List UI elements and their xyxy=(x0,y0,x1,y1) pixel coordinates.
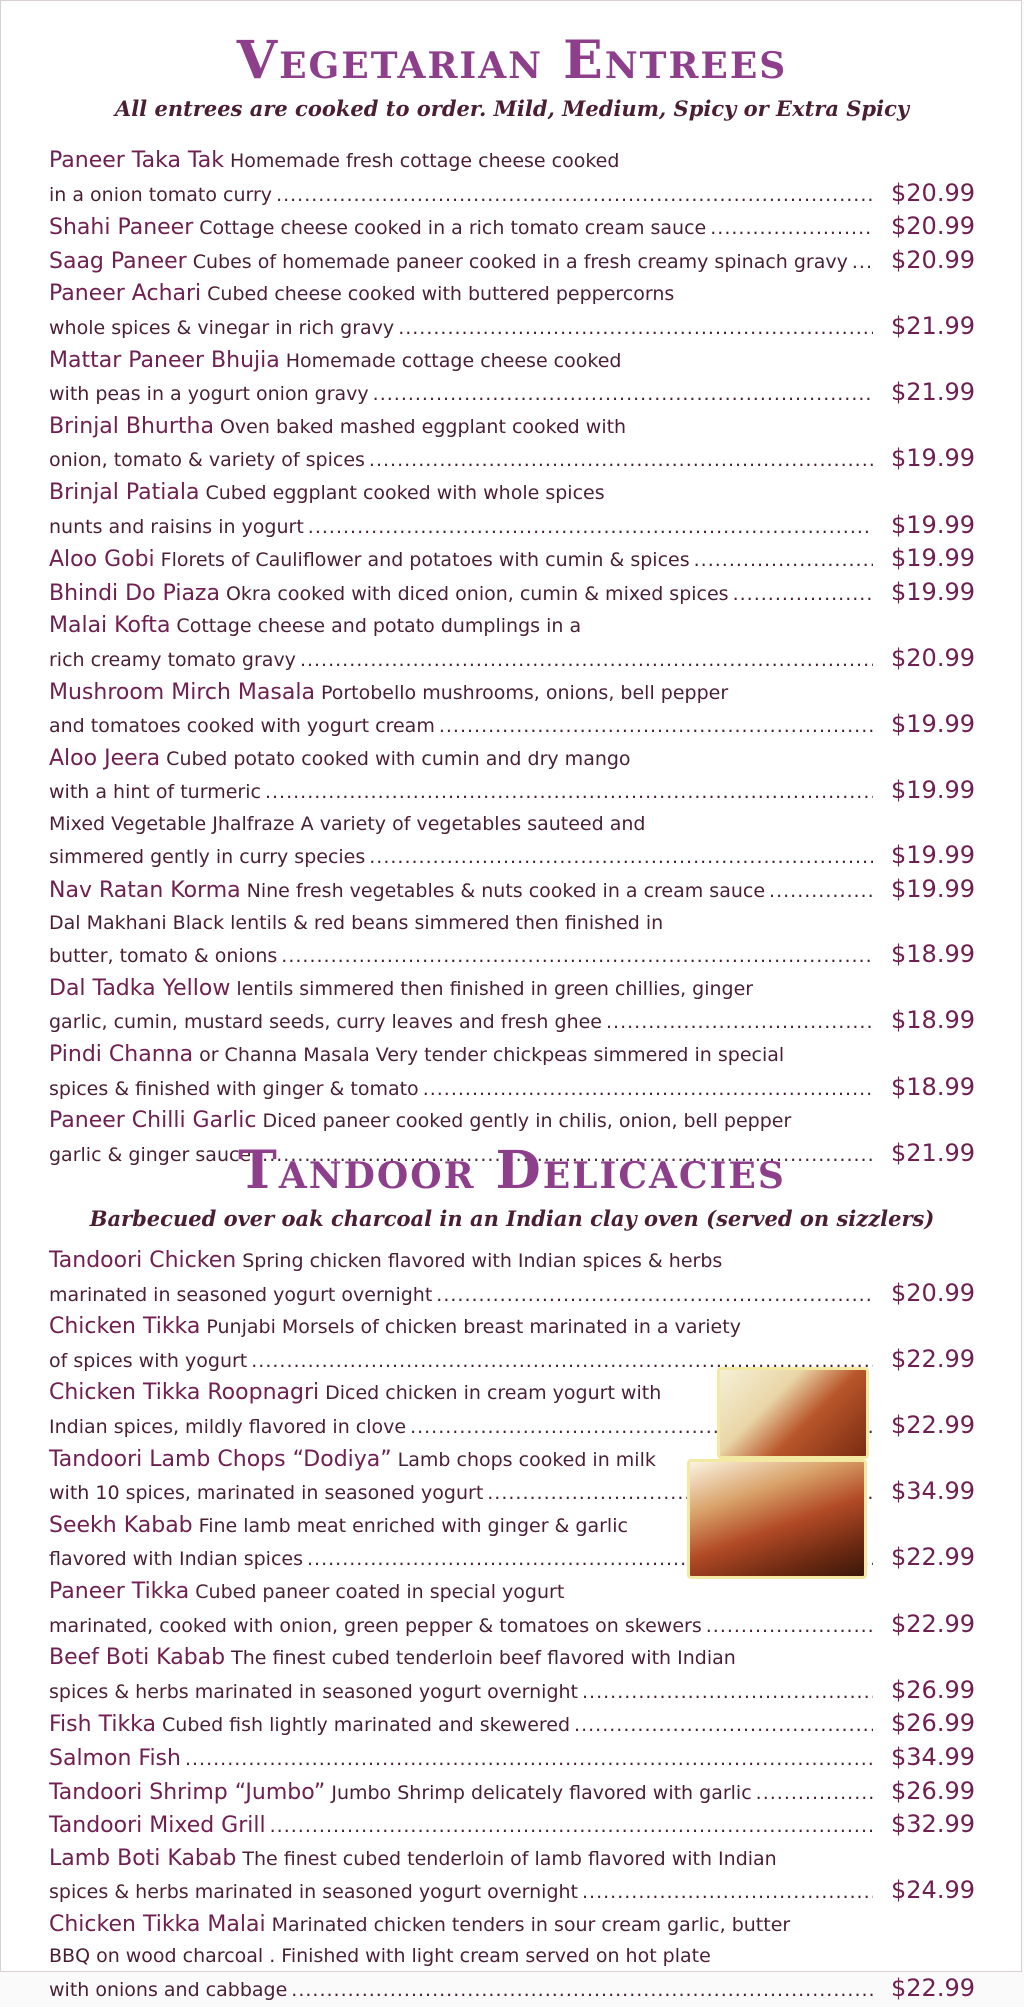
leader-dots xyxy=(582,1677,873,1709)
item-description: or Channa Masala Very tender chickpeas simmered in special xyxy=(199,1044,785,1067)
item-description: Fine lamb meat enriched with ginger & garlic xyxy=(198,1514,628,1537)
leader-dots xyxy=(756,1778,873,1810)
item-description: Mixed Vegetable Jhalfraze A variety of vegetables sauteed and xyxy=(49,812,646,835)
menu-item xyxy=(49,874,975,908)
item-price: $19.99 xyxy=(891,577,975,606)
item-name: Tandoori Lamb Chops “Dodiya” xyxy=(49,1446,392,1472)
menu-item xyxy=(49,743,975,809)
item-first-line xyxy=(49,1843,975,1876)
item-name: Seekh Kabab xyxy=(49,1512,193,1538)
leader-dots xyxy=(606,1007,873,1039)
leader-dots xyxy=(423,1074,873,1106)
item-description: Florets of Cauliflower and potatoes with cumin & spices xyxy=(160,549,690,572)
item-description-cont: nunts and raisins in yogurt xyxy=(49,515,304,538)
leader-dots xyxy=(694,545,873,577)
item-price: $18.99 xyxy=(891,1072,975,1101)
item-name: Paneer Taka Tak xyxy=(49,148,224,173)
item-price: $18.99 xyxy=(891,1006,975,1035)
leader-dots xyxy=(291,1975,873,2007)
item-description: lentils simmered then finished in green chillies, ginger xyxy=(236,977,754,1000)
item-description-cont: spices & herbs marinated in seasoned yogurt overnight xyxy=(49,1680,579,1703)
section-title: Tandoor Delicacies xyxy=(238,1140,786,1201)
menu-item xyxy=(49,411,975,477)
item-description-cont: onion, tomato & variety of spices xyxy=(49,449,365,472)
leader-dots xyxy=(300,645,873,677)
item-price: $22.99 xyxy=(891,1609,975,1638)
vegetarian-section xyxy=(1,31,1023,123)
item-last-line xyxy=(49,178,975,212)
leader-dots xyxy=(710,213,873,245)
item-name: Tandoori Mixed Grill xyxy=(49,1813,266,1839)
item-description: Portobello mushrooms, onions, bell pepper xyxy=(320,681,729,704)
item-last-line xyxy=(49,1072,975,1106)
leader-dots xyxy=(373,379,873,411)
item-description: Homemade fresh cottage cheese cooked xyxy=(229,150,620,172)
item-name: Chicken Tikka xyxy=(49,1314,201,1340)
leader-dots xyxy=(185,1744,873,1776)
item-description-cont: spices & herbs marinated in seasoned yogurt overnight xyxy=(49,1881,579,1904)
item-price: $18.99 xyxy=(891,940,975,969)
item-description: Cubed potato cooked with cumin and dry mango xyxy=(166,747,631,770)
item-description: Diced paneer cooked gently in chilis, onion, bell pepper xyxy=(262,1110,792,1133)
item-first-line xyxy=(49,211,975,245)
item-price: $26.99 xyxy=(891,1675,975,1704)
menu-item xyxy=(49,543,975,577)
item-last-line xyxy=(49,377,975,411)
item-description-cont: with onions and cabbage xyxy=(49,1979,288,2002)
item-description: Oven baked mashed eggplant cooked with xyxy=(219,415,627,438)
item-description-cont: marinated, cooked with onion, green pepper & tomatoes on skewers xyxy=(49,1614,702,1637)
leader-dots xyxy=(369,842,873,874)
item-first-line xyxy=(49,743,975,776)
item-first-line xyxy=(49,1708,975,1742)
item-last-line xyxy=(49,1609,975,1643)
item-price: $22.99 xyxy=(891,1543,975,1572)
item-last-line xyxy=(49,643,975,677)
item-first-line xyxy=(49,1105,975,1138)
menu-item xyxy=(49,1039,975,1105)
menu-item xyxy=(49,1742,975,1776)
item-price: $19.99 xyxy=(891,444,975,473)
vegetarian-items-list xyxy=(49,145,975,1171)
menu-item xyxy=(49,577,975,611)
item-first-line xyxy=(49,1742,975,1776)
item-first-line xyxy=(49,1576,975,1609)
item-name: Brinjal Patiala xyxy=(49,479,200,505)
leader-dots xyxy=(276,180,873,212)
item-name: Paneer Chilli Garlic xyxy=(49,1108,257,1134)
item-last-line xyxy=(49,840,975,874)
leader-dots xyxy=(852,247,873,279)
item-description-cont: spices & finished with ginger & tomato xyxy=(49,1077,419,1100)
item-price: $20.99 xyxy=(891,1278,975,1307)
item-price: $19.99 xyxy=(891,544,975,573)
item-first-line xyxy=(49,1311,975,1344)
item-description: Homemade cottage cheese cooked xyxy=(285,349,622,372)
item-price: $26.99 xyxy=(891,1709,975,1738)
leader-dots xyxy=(281,941,873,973)
menu-item xyxy=(49,1708,975,1742)
menu-item xyxy=(49,345,975,411)
leader-dots xyxy=(582,1877,873,1909)
item-description-cont: flavored with Indian spices xyxy=(49,1548,303,1571)
menu-item xyxy=(49,1909,975,2007)
item-description: Nine fresh vegetables & nuts cooked in a cream sauce xyxy=(246,880,766,903)
leader-dots xyxy=(439,711,873,743)
item-description: Okra cooked with diced onion, cumin & mixed spices xyxy=(225,582,729,605)
item-name: Mushroom Mirch Masala xyxy=(49,679,315,705)
item-description: Punjabi Morsels of chicken breast marinated in a variety xyxy=(206,1316,741,1339)
item-price: $26.99 xyxy=(891,1776,975,1805)
item-description: Cubed paneer coated in special yogurt xyxy=(195,1580,565,1603)
item-description-cont: butter, tomato & onions xyxy=(49,945,278,968)
item-description-cont: simmered gently in curry species xyxy=(49,846,366,869)
leader-dots xyxy=(733,579,873,611)
item-description: Spring chicken flavored with Indian spices & herbs xyxy=(242,1250,723,1272)
item-first-line xyxy=(49,145,975,178)
item-first-line xyxy=(49,477,975,510)
item-first-line xyxy=(49,973,975,1006)
item-price: $34.99 xyxy=(891,1477,975,1506)
item-description: Cubed cheese cooked with buttered peppercorns xyxy=(207,283,675,306)
item-description: The finest cubed tenderloin of lamb flavored with Indian xyxy=(242,1847,777,1870)
item-description-cont: BBQ on wood charcoal . Finished with light cream served on hot plate xyxy=(49,1945,711,1968)
item-price: $22.99 xyxy=(891,1344,975,1373)
item-description: Cubes of homemade paneer cooked in a fresh creamy spinach gravy xyxy=(192,250,848,273)
item-name: Brinjal Bhurtha xyxy=(49,413,214,439)
item-description: The finest cubed tenderloin beef flavored with Indian xyxy=(231,1647,736,1670)
leader-dots xyxy=(769,876,873,908)
item-description-cont: garlic, cumin, mustard seeds, curry leaves and fresh ghee xyxy=(49,1011,602,1034)
menu-item xyxy=(49,278,975,344)
menu-item xyxy=(49,973,975,1039)
item-first-line xyxy=(49,543,975,577)
item-description-cont: marinated in seasoned yogurt overnight xyxy=(49,1283,433,1306)
menu-item xyxy=(49,245,975,279)
item-last-line xyxy=(49,510,975,544)
item-price: $19.99 xyxy=(891,875,975,904)
item-first-line xyxy=(49,411,975,444)
menu-item xyxy=(49,1809,975,1843)
item-price: $21.99 xyxy=(891,311,975,340)
tandoor-items-list xyxy=(49,1245,975,2007)
menu-item xyxy=(49,477,975,543)
item-description-cont: with peas in a yogurt onion gravy xyxy=(49,383,369,406)
item-price: $32.99 xyxy=(891,1810,975,1839)
menu-item xyxy=(49,145,975,211)
item-last-line xyxy=(49,1005,975,1039)
menu-item xyxy=(49,1776,975,1810)
item-name: Lamb Boti Kabab xyxy=(49,1845,237,1871)
item-name: Paneer Tikka xyxy=(49,1578,190,1604)
item-price: $24.99 xyxy=(891,1876,975,1905)
menu-item xyxy=(49,1576,975,1642)
item-price: $21.99 xyxy=(891,378,975,407)
item-price: $20.99 xyxy=(891,178,975,207)
item-description-cont: whole spices & vinegar in rich gravy xyxy=(49,316,395,339)
menu-item xyxy=(49,211,975,245)
item-first-line xyxy=(49,677,975,710)
item-price: $20.99 xyxy=(891,212,975,241)
item-last-line xyxy=(49,709,975,743)
item-description-cont: with 10 spices, marinated in seasoned yogurt xyxy=(49,1482,484,1505)
item-name: Nav Ratan Korma xyxy=(49,878,241,904)
item-name: Tandoori Chicken xyxy=(49,1248,237,1273)
item-price: $22.99 xyxy=(891,1410,975,1439)
item-first-line xyxy=(49,809,975,841)
item-description: Jumbo Shrimp delicately flavored with garlic xyxy=(331,1781,752,1804)
item-first-line xyxy=(49,577,975,611)
item-name: Aloo Jeera xyxy=(49,745,161,771)
leader-dots xyxy=(308,512,873,544)
tandoori-platter-photo xyxy=(717,1367,869,1459)
item-first-line xyxy=(49,1642,975,1675)
leader-dots xyxy=(706,1611,873,1643)
item-description: Cottage cheese cooked in a rich tomato cream sauce xyxy=(199,217,707,240)
kabab-skewers-photo xyxy=(687,1459,867,1579)
item-first-line xyxy=(49,1776,975,1810)
item-last-line xyxy=(49,1875,975,1909)
item-price: $19.99 xyxy=(891,841,975,870)
item-first-line xyxy=(49,1909,975,1942)
item-last-line xyxy=(49,775,975,809)
item-price: $19.99 xyxy=(891,776,975,805)
menu-item xyxy=(49,1843,975,1909)
item-description-cont: with a hint of turmeric xyxy=(49,781,261,804)
item-price: $20.99 xyxy=(891,245,975,274)
item-price: $19.99 xyxy=(891,510,975,539)
item-last-line xyxy=(49,1973,975,2007)
section-title: Vegetarian Entrees xyxy=(236,30,788,91)
item-last-line xyxy=(49,1675,975,1709)
item-description-cont: rich creamy tomato gravy xyxy=(49,648,296,671)
item-description: Cottage cheese and potato dumplings in a xyxy=(176,615,582,638)
item-first-line xyxy=(49,908,975,940)
item-price: $20.99 xyxy=(891,643,975,672)
item-name: Paneer Achari xyxy=(49,281,202,307)
item-price: $21.99 xyxy=(891,1138,975,1167)
item-name: Chicken Tikka Malai xyxy=(49,1911,266,1937)
item-first-line xyxy=(49,1245,975,1278)
leader-dots xyxy=(270,1811,873,1843)
item-description: Dal Makhani Black lentils & red beans simmered then finished in xyxy=(49,911,664,934)
menu-item xyxy=(49,809,975,874)
item-first-line xyxy=(49,610,975,643)
item-name: Aloo Gobi xyxy=(49,547,155,573)
leader-dots xyxy=(398,313,873,345)
item-name: Tandoori Shrimp “Jumbo” xyxy=(49,1779,326,1805)
menu-item xyxy=(49,610,975,676)
item-description: Cubed eggplant cooked with whole spices xyxy=(205,481,605,504)
item-last-line xyxy=(49,1278,975,1312)
item-first-line xyxy=(49,874,975,908)
item-name: Dal Tadka Yellow xyxy=(49,975,231,1001)
item-name: Beef Boti Kabab xyxy=(49,1645,226,1671)
item-name: Malai Kofta xyxy=(49,613,171,639)
item-description-cont: and tomatoes cooked with yogurt cream xyxy=(49,715,435,738)
item-first-line xyxy=(49,245,975,279)
item-description: Marinated chicken tenders in sour cream garlic, butter xyxy=(271,1913,791,1936)
section-subtitle: Barbecued over oak charcoal in an Indian clay oven (served on sizzlers) xyxy=(89,1206,935,1231)
leader-dots xyxy=(265,777,873,809)
item-name: Salmon Fish xyxy=(49,1745,181,1771)
menu-item xyxy=(49,1642,975,1708)
item-name: Shahi Paneer xyxy=(49,215,194,241)
leader-dots xyxy=(574,1710,873,1742)
item-name: Mattar Paneer Bhujia xyxy=(49,347,280,373)
leader-dots xyxy=(436,1280,873,1312)
item-first-line xyxy=(49,278,975,311)
tandoor-section xyxy=(1,1141,1023,1233)
item-description: Lamb chops cooked in milk xyxy=(397,1448,656,1471)
item-last-line xyxy=(49,311,975,345)
item-name: Chicken Tikka Roopnagri xyxy=(49,1380,320,1406)
item-last-line xyxy=(49,939,975,973)
section-subtitle: All entrees are cooked to order. Mild, Medium, Spicy or Extra Spicy xyxy=(114,96,910,121)
item-middle-line xyxy=(49,1941,975,1973)
item-price: $34.99 xyxy=(891,1742,975,1771)
item-first-line xyxy=(49,1809,975,1843)
menu-item xyxy=(49,908,975,973)
item-description-cont: garlic & ginger sauce xyxy=(49,1143,252,1166)
item-price: $22.99 xyxy=(891,1974,975,2003)
leader-dots xyxy=(369,445,873,477)
item-description-cont: Indian spices, mildly flavored in clove xyxy=(49,1415,407,1438)
item-description-cont: of spices with yogurt xyxy=(49,1349,248,1372)
item-name: Fish Tikka xyxy=(49,1712,157,1738)
item-first-line xyxy=(49,1039,975,1072)
item-last-line xyxy=(49,443,975,477)
item-description-cont: in a onion tomato curry xyxy=(49,183,273,206)
item-price: $19.99 xyxy=(891,710,975,739)
menu-item xyxy=(49,1245,975,1311)
item-description: Diced chicken in cream yogurt with xyxy=(325,1382,662,1405)
item-name: Bhindi Do Piaza xyxy=(49,580,220,606)
item-name: Saag Paneer xyxy=(49,248,187,274)
menu-item xyxy=(49,677,975,743)
item-name: Pindi Channa xyxy=(49,1042,194,1068)
item-first-line xyxy=(49,345,975,378)
item-description: Cubed fish lightly marinated and skewered xyxy=(162,1714,571,1737)
